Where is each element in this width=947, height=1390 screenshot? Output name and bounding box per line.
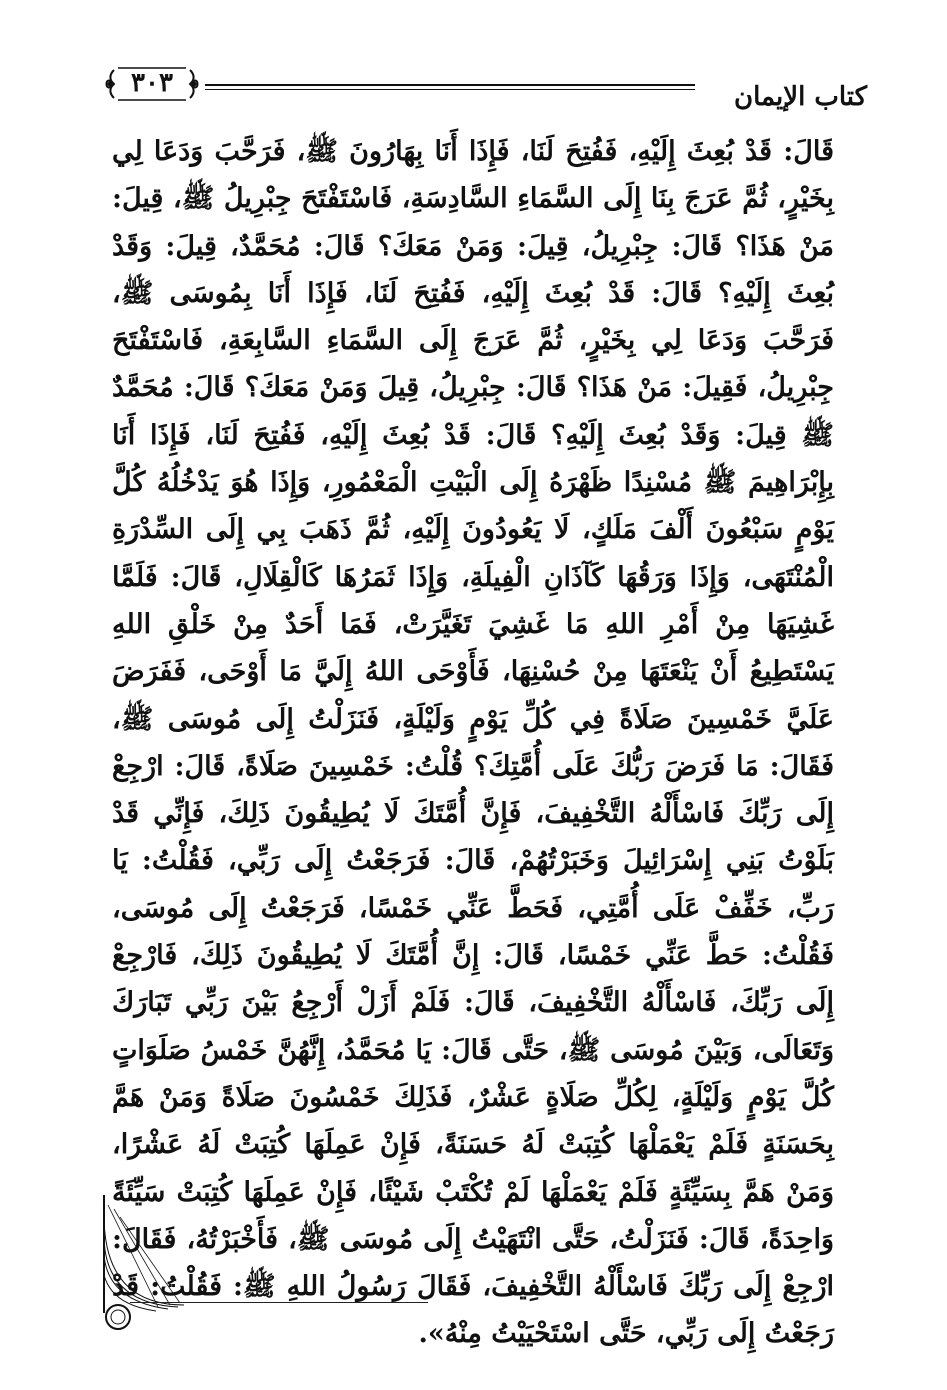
body-paragraph: قَالَ: قَدْ بُعِثَ إِلَيْهِ، فَفُتِحَ لَنَا، فَإِذَا أَنَا بِهَارُونَ ﷺ، فَرَحَّبَ وَدَعَا لِي بِخَيْرٍ، ثُمَّ عَرَجَ بِنَا إِلَى السَّمَاءِ السَّادِسَةِ، فَاسْتَفْتَحَ جِبْرِيلُ ﷺ، قِيلَ: مَنْ هَذَا؟ قَالَ: جِبْرِيلُ، قِيلَ: وَمَنْ مَعَكَ؟ قَالَ: مُحَمَّدٌ، قِيلَ: وَقَدْ بُعِثَ إِلَيْهِ؟ قَالَ: قَدْ بُعِثَ إِلَيْهِ، فَفُتِحَ لَنَا، فَإِذَا أَنَا بِمُوسَى ﷺ، فَرَحَّبَ وَدَعَا لِي بِخَيْرٍ، ثُمَّ عَرَجَ إِلَى السَّمَاءِ السَّابِعَةِ، فَاسْتَفْتَحَ جِبْرِيلُ، فَقِيلَ: مَنْ هَذَا؟ قَالَ: جِبْرِيلُ، قِيلَ وَمَنْ مَعَكَ؟ قَالَ: مُحَمَّدٌ ﷺ قِيلَ: وَقَدْ بُعِثَ إِلَيْهِ؟ قَالَ: قَدْ بُعِثَ إِلَيْهِ، فَفُتِحَ لَنَا، فَإِذَا أَنَا بِإِبْرَاهِيمَ ﷺ مُسْنِدًا ظَهْرَهُ إِلَى الْبَيْتِ الْمَعْمُورِ، وَإِذَا هُوَ يَدْخُلُهُ كُلَّ يَوْمٍ سَبْعُونَ أَلْفَ مَلَكٍ، لَا يَعُودُونَ إِلَيْهِ، ثُمَّ ذَهَبَ بِي إِلَى السِّدْرَةِ الْمُنْتَهَى، وَإِذَا وَرَقُهَا كَآذَانِ الْفِيلَةِ، وَإِذَا ثَمَرُهَا كَالْقِلَالِ، قَالَ: فَلَمَّا غَشِيَهَا مِنْ أَمْرِ اللهِ مَا غَشِيَ تَغَيَّرَتْ، فَمَا أَحَدٌ مِنْ خَلْقِ اللهِ يَسْتَطِيعُ أَنْ يَنْعَتَهَا مِنْ حُسْنِهَا، فَأَوْحَى اللهُ إِلَيَّ مَا أَوْحَى، فَفَرَضَ عَلَيَّ خَمْسِينَ صَلَاةً فِي كُلِّ يَوْمٍ وَلَيْلَةٍ، فَنَزَلْتُ إِلَى مُوسَى ﷺ، فَقَالَ: مَا فَرَضَ رَبُّكَ عَلَى أُمَّتِكَ؟ قُلْتُ: خَمْسِينَ صَلَاةً، قَالَ: ارْجِعْ إِلَى رَبِّكَ فَاسْأَلْهُ التَّخْفِيفَ، فَإِنَّ أُمَّتَكَ لَا يُطِيقُونَ ذَلِكَ، فَإِنِّي قَدْ بَلَوْتُ بَنِي إِسْرَائِيلَ وَخَبَرْتُهُمْ، قَالَ: فَرَجَعْتُ إِلَى رَبِّي، فَقُلْتُ: يَا رَبِّ، خَفِّفْ عَلَى أُمَّتِي، فَحَطَّ عَنِّي خَمْسًا، فَرَجَعْتُ إِلَى مُوسَى، فَقُلْتُ: حَطَّ عَنِّي خَمْسًا، قَالَ: إِنَّ أُمَّتَكَ لَا يُطِيقُونَ ذَلِكَ، فَارْجِعْ إِلَى رَبِّكَ، فَاسْأَلْهُ التَّخْفِيفَ، قَالَ: فَلَمْ أَزَلْ أَرْجِعُ بَيْنَ رَبِّي تَبَارَكَ وَتَعَالَى، وَبَيْنَ مُوسَى ﷺ، حَتَّى قَالَ: يَا مُحَمَّدُ، إِنَّهُنَّ خَمْسُ صَلَوَاتٍ كُلَّ يَوْمٍ وَلَيْلَةٍ، لِكُلِّ صَلَاةٍ عَشْرٌ، فَذَلِكَ خَمْسُونَ صَلَاةً وَمَنْ هَمَّ بِحَسَنَةٍ فَلَمْ يَعْمَلْهَا كُتِبَتْ لَهُ حَسَنَةً، فَإِنْ عَمِلَهَا كُتِبَتْ لَهُ عَشْرًا، وَمَنْ هَمَّ بِسَيِّئَةٍ فَلَمْ يَعْمَلْهَا لَمْ تُكْتَبْ شَيْئًا، فَإِنْ عَمِلَهَا كُتِبَتْ سَيِّئَةً وَاحِدَةً، قَالَ: فَنَزَلْتُ، حَتَّى انْتَهَيْتُ إِلَى مُوسَى ﷺ، فَأَخْبَرْتُهُ، فَقَالَ: ارْجِعْ إِلَى رَبِّكَ فَاسْأَلْهُ التَّخْفِيفَ، فَقَالَ رَسُولُ اللهِ ﷺ: فَقُلْتُ: قَدْ رَجَعْتُ إِلَى رَبِّي، حَتَّى اسْتَحْيَيْتُ مِنْهُ». [112,136,834,1350]
footer-rule [130,1302,428,1303]
page-number-frame [100,62,204,106]
page-number: ٣٠٣ [131,68,173,98]
hadith-body-text [112,128,834,1358]
running-header-title: كتاب الإيمان [733,82,867,112]
header-rule [205,84,695,90]
corner-ornament-icon [98,1195,188,1335]
